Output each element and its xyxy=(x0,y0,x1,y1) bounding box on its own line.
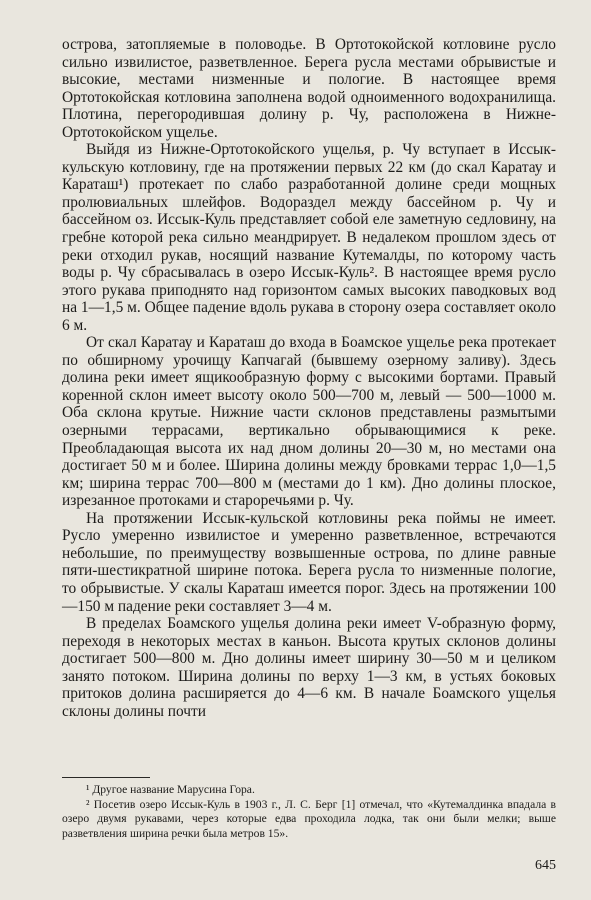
footnote-divider xyxy=(62,777,150,778)
footnote: ¹ Другое название Марусина Гора. xyxy=(86,783,255,796)
paragraph: От скал Каратау и Караташ до входа в Боамское ущелье река протекает по обширному урочищу Капчагай (бывшему озерному заливу). Здесь долина реки имеет ящикообразную форму с высокими бортами. Правый коренной склон имеет высоту около 500—700 м, левый — 500—1000 м. Оба склона крутые. Нижние части склонов представлены размытыми озерными террасами, вертикально обрывающимися к реке. Преобладающая высота их над дном долины 20—30 м, но местами она достигает 50 м и более. Ширина долины между бровками террас 1,0—1,5 км; ширина террас 700—800 м (местами до 1 км). Дно долины плоское, изрезанное протоками и староречьями р. Чу. xyxy=(62,334,556,510)
body-text xyxy=(62,36,556,720)
page-number: 645 xyxy=(535,858,556,873)
paragraph: В пределах Боамского ущелья долина реки имеет V-образную форму, переходя в некоторых местах в каньон. Высота крутых склонов долины достигает 500—800 м. Дно долины имеет ширину 30—50 м и целиком занято потоком. Ширина долины по верху 1—3 км, в устьях боковых притоков долина расширяется до 4—6 км. В начале Боамского ущелья склоны долины почти xyxy=(62,615,556,720)
paragraph: Выйдя из Нижне-Ортотокойского ущелья, р. Чу вступает в Иссык-кульскую котловину, где на протяжении первых 22 км (до скал Каратау и Караташ¹) протекает по слабо разработанной долине среди мощных пролювиальных шлейфов. Водораздел между бассейном р. Чу и бассейном оз. Иссык-Куль представляет собой еле заметную седловину, на гребне которой река сильно меандрирует. В недалеком прошлом здесь от реки отходил рукав, носящий название Кутемалды, по которому часть воды р. Чу сбрасывалась в озеро Иссык-Куль². В настоящее время русло этого рукава приподнято над горизонтом самых высоких паводковых вод на 1—1,5 м. Общее падение вдоль рукава в сторону озера составляет около 6 м. xyxy=(62,141,556,334)
footnotes xyxy=(62,783,556,841)
paragraph: острова, затопляемые в половодье. В Ортотокойской котловине русло сильно извилистое, разветвленное. Берега русла местами обрывистые и высокие, местами низменные и пологие. В настоящее время Ортотокойская котловина заполнена водой одноименного водохранилища. Плотина, перегородившая долину р. Чу, расположена в Нижне-Ортотокойском ущелье. xyxy=(62,36,556,141)
footnote: ² Посетив озеро Иссык-Куль в 1903 г., Л. С. Берг [1] отмечал, что «Кутемалдинка впадала в озеро двумя рукавами, через которые едва проходила лодка, так они были мелки; выше разветвления ширина речки была метров 15». xyxy=(62,797,556,840)
paragraph: На протяжении Иссык-кульской котловины река поймы не имеет. Русло умеренно извилистое и умеренно разветвленное, встречаются небольшие, по преимуществу возвышенные острова, по длине равные пяти-шестикратной ширине потока. Берега русла то низменные пологие, то обрывистые. У скалы Караташ имеется порог. Здесь на протяжении 100—150 м падение реки составляет 3—4 м. xyxy=(62,509,556,615)
